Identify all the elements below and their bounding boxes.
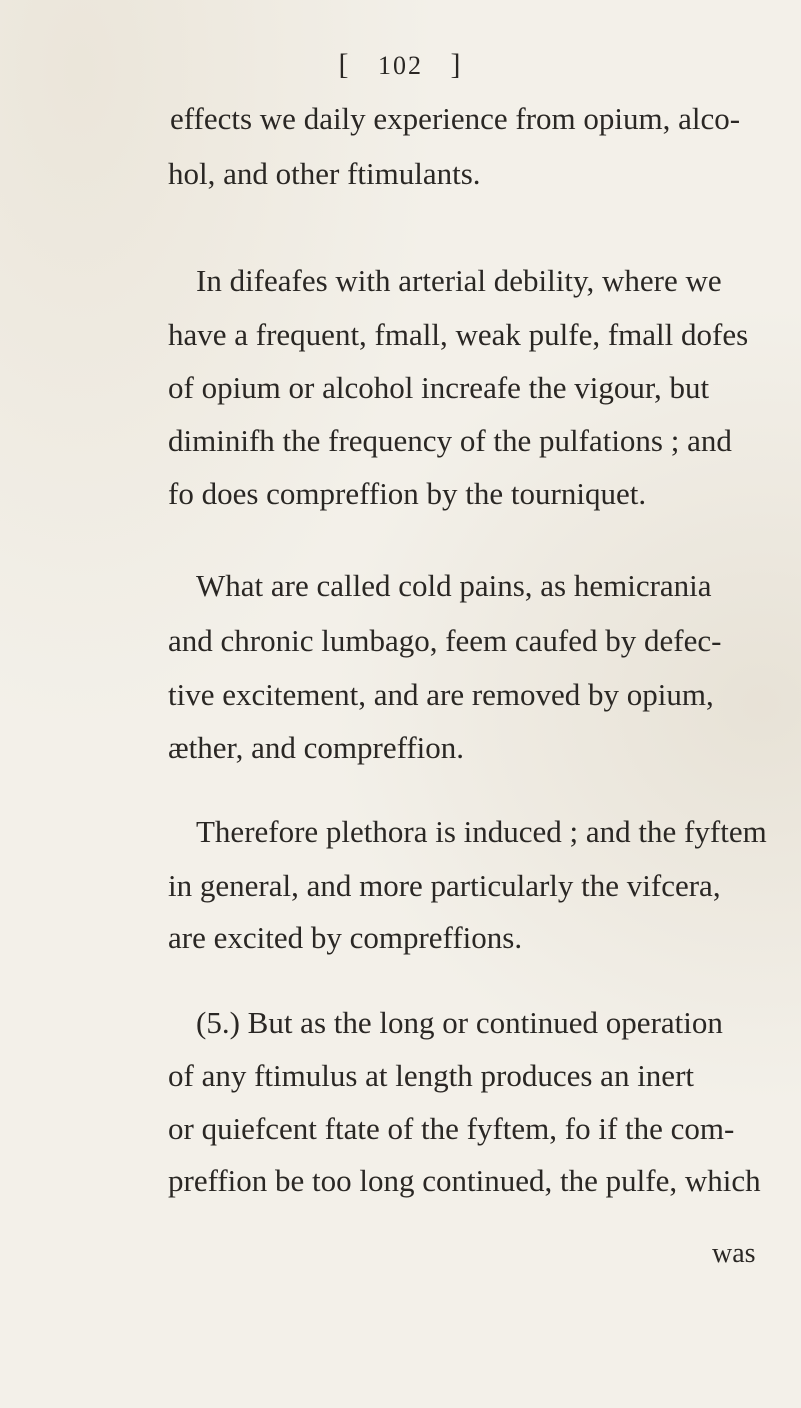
text-line: What are called cold pains, as hemicrania xyxy=(196,568,712,603)
page-number: 102 xyxy=(378,51,423,80)
page-header xyxy=(0,48,801,82)
text-line: tive excitement, and are removed by opium, xyxy=(168,677,714,712)
text-line: and chronic lumbago, feem caufed by defec- xyxy=(168,623,722,658)
text-line: fo does compreffion by the tourniquet. xyxy=(168,476,647,511)
header-close-bracket: ] xyxy=(450,48,463,81)
text-line: æther, and compreffion. xyxy=(168,730,465,765)
text-line: or quiefcent ftate of the fyftem, fo if the com- xyxy=(168,1111,735,1146)
text-line: hol, and other ftimulants. xyxy=(168,156,481,191)
text-line: effects we daily experience from opium, alco- xyxy=(170,101,741,136)
text-line: In difeafes with arterial debility, where we xyxy=(196,263,722,298)
text-line: are excited by compreffions. xyxy=(168,920,523,955)
text-line: preffion be too long continued, the pulfe, which xyxy=(168,1163,761,1198)
text-line: diminifh the frequency of the pulfations ; and xyxy=(168,423,732,458)
text-line: (5.) But as the long or continued operation xyxy=(196,1005,723,1040)
text-line: of any ftimulus at length produces an inert xyxy=(168,1058,695,1093)
catchword: was xyxy=(712,1238,756,1269)
text-line: Therefore plethora is induced ; and the fyftem xyxy=(196,814,767,849)
header-open-bracket: [ xyxy=(338,48,351,81)
text-line: of opium or alcohol increafe the vigour, but xyxy=(168,370,710,405)
text-line: in general, and more particularly the vifcera, xyxy=(168,868,721,903)
text-line: have a frequent, fmall, weak pulfe, fmall dofes xyxy=(168,317,749,352)
